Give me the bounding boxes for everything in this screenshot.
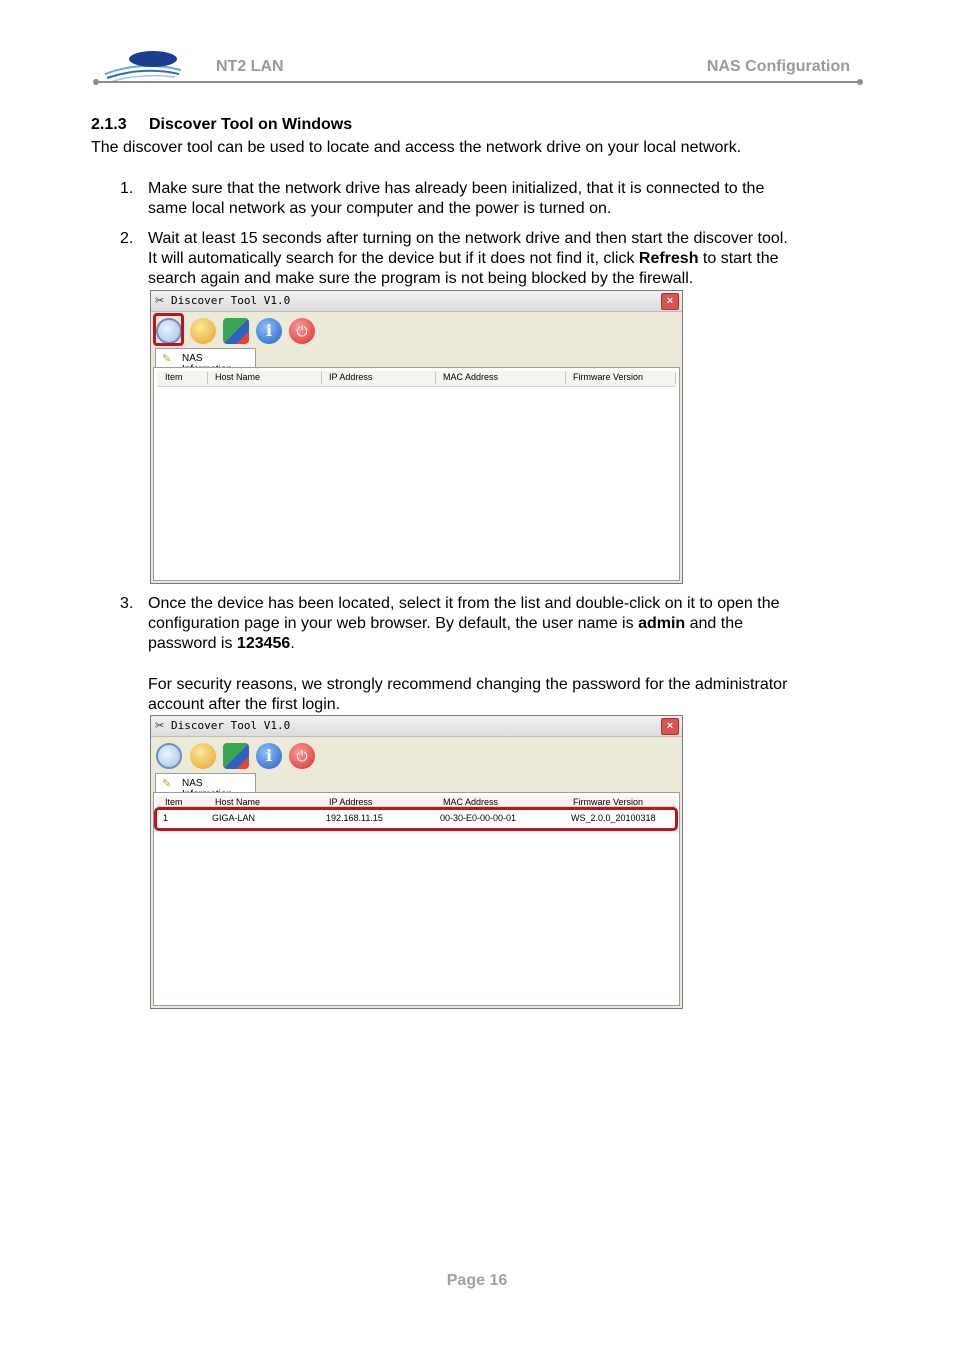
step-3-line-2-post: and the — [685, 615, 744, 632]
akitio-logo — [103, 44, 183, 84]
cell-mac-address: 00-30-E0-00-00-01 — [440, 813, 517, 823]
admin-bold-text: admin — [638, 615, 686, 632]
section-title: Discover Tool on Windows — [149, 116, 353, 133]
device-list — [153, 792, 680, 1006]
password-bold-text: 123456 — [236, 635, 291, 652]
app-icon: ✂ — [155, 720, 165, 732]
close-icon[interactable]: × — [661, 718, 679, 735]
step-3-line-3-pre: password is — [148, 635, 237, 652]
tab-label: NAS — [182, 778, 203, 789]
column-separator — [565, 372, 566, 384]
column-ip-address[interactable]: IP Address — [329, 797, 373, 807]
step-3-number: 3. — [120, 595, 134, 612]
tab-nas-information[interactable] — [155, 348, 256, 368]
header-divider-dot-right — [857, 79, 863, 85]
toolbar — [151, 737, 682, 773]
column-separator — [435, 372, 436, 384]
power-icon[interactable]: ⏻ — [289, 743, 315, 769]
column-host-name[interactable]: Host Name — [215, 797, 261, 807]
cell-firmware-version: WS_2.0.0_20100318 — [571, 813, 656, 823]
step-1-number: 1. — [120, 180, 134, 197]
close-icon[interactable]: × — [661, 293, 679, 310]
step-2-line-2-pre: It will automatically search for the device but if it does not find it, click — [148, 250, 639, 267]
download-icon[interactable] — [190, 318, 216, 344]
page-number: Page 16 — [446, 1272, 508, 1289]
step-3-line-3 — [148, 634, 868, 654]
step-1-line-2: same local network as your computer and the power is turned on. — [148, 200, 612, 217]
step-2-line-2-post: to start the — [698, 250, 779, 267]
device-list — [153, 367, 680, 581]
column-separator — [321, 372, 322, 384]
power-icon[interactable]: ⏻ — [289, 318, 315, 344]
column-host-name[interactable]: Host Name — [215, 372, 261, 382]
app-icon: ✂ — [155, 295, 165, 307]
info-icon[interactable]: i — [256, 318, 282, 344]
step-1-text — [148, 179, 868, 219]
network-icon[interactable] — [223, 743, 249, 769]
discover-tool-window-found — [150, 715, 683, 1009]
column-item[interactable]: Item — [165, 372, 183, 382]
network-icon[interactable] — [223, 318, 249, 344]
step-2-line-1: Wait at least 15 seconds after turning on the network drive and then start the discover tool. — [148, 230, 788, 247]
step-2-line-2 — [148, 249, 868, 269]
column-firmware-version[interactable]: Firmware Version — [573, 372, 644, 382]
step-1-line-1: Make sure that the network drive has already been initialized, that it is connected to the — [148, 180, 765, 197]
column-firmware-version[interactable]: Firmware Version — [573, 797, 644, 807]
section-number: 2.1.3 — [91, 116, 127, 133]
column-ip-address[interactable]: IP Address — [329, 372, 373, 382]
step-3-line-2 — [148, 614, 868, 634]
tab-nas-information[interactable] — [155, 773, 256, 793]
refresh-bold-text: Refresh — [638, 250, 699, 267]
step-3-line-3-post: . — [290, 635, 295, 652]
toolbar — [151, 312, 682, 348]
cell-item: 1 — [163, 813, 169, 823]
column-item[interactable]: Item — [165, 797, 183, 807]
section-heading — [91, 116, 352, 134]
header-divider — [96, 81, 860, 83]
refresh-button-highlight — [153, 313, 184, 346]
device-list-header — [157, 371, 676, 387]
device-row-highlight — [154, 807, 678, 831]
column-mac-address[interactable]: MAC Address — [443, 797, 499, 807]
discover-tool-window-empty — [150, 290, 683, 584]
cell-ip-address: 192.168.11.15 — [326, 813, 383, 823]
column-separator — [675, 372, 676, 384]
step-2-line-3: search again and make sure the program is not being blocked by the firewall. — [148, 270, 694, 287]
header-section-title: NAS Configuration — [706, 58, 850, 75]
step-3-text — [148, 594, 868, 654]
folder-icon: ✎ — [162, 353, 172, 365]
step-3-line-1: Once the device has been located, select it from the list and double-click on it to open the — [148, 595, 780, 612]
window-titlebar — [151, 291, 682, 312]
tab-label: NAS — [182, 353, 203, 364]
info-icon[interactable]: i — [256, 743, 282, 769]
header-product-title: NT2 LAN — [216, 58, 284, 75]
download-icon[interactable] — [190, 743, 216, 769]
cell-host-name: GIGA-LAN — [212, 813, 256, 823]
column-mac-address[interactable]: MAC Address — [443, 372, 499, 382]
window-title: Discover Tool V1.0 — [171, 294, 291, 307]
section-intro: The discover tool can be used to locate and access the network drive on your local network. — [91, 139, 742, 156]
column-separator — [207, 372, 208, 384]
window-title: Discover Tool V1.0 — [171, 719, 291, 732]
step-3-line-2-pre: configuration page in your web browser. By default, the user name is — [148, 615, 639, 632]
step-2-text — [148, 229, 868, 289]
header-divider-dot-left — [93, 79, 99, 85]
security-note-line-1: For security reasons, we strongly recommend changing the password for the administrator — [148, 676, 788, 693]
step-2-number: 2. — [120, 230, 134, 247]
folder-icon: ✎ — [162, 778, 172, 790]
security-note-line-2: account after the first login. — [148, 696, 341, 713]
search-icon[interactable] — [156, 743, 182, 769]
device-list-header — [157, 796, 676, 807]
security-note — [148, 675, 868, 715]
window-titlebar — [151, 716, 682, 737]
